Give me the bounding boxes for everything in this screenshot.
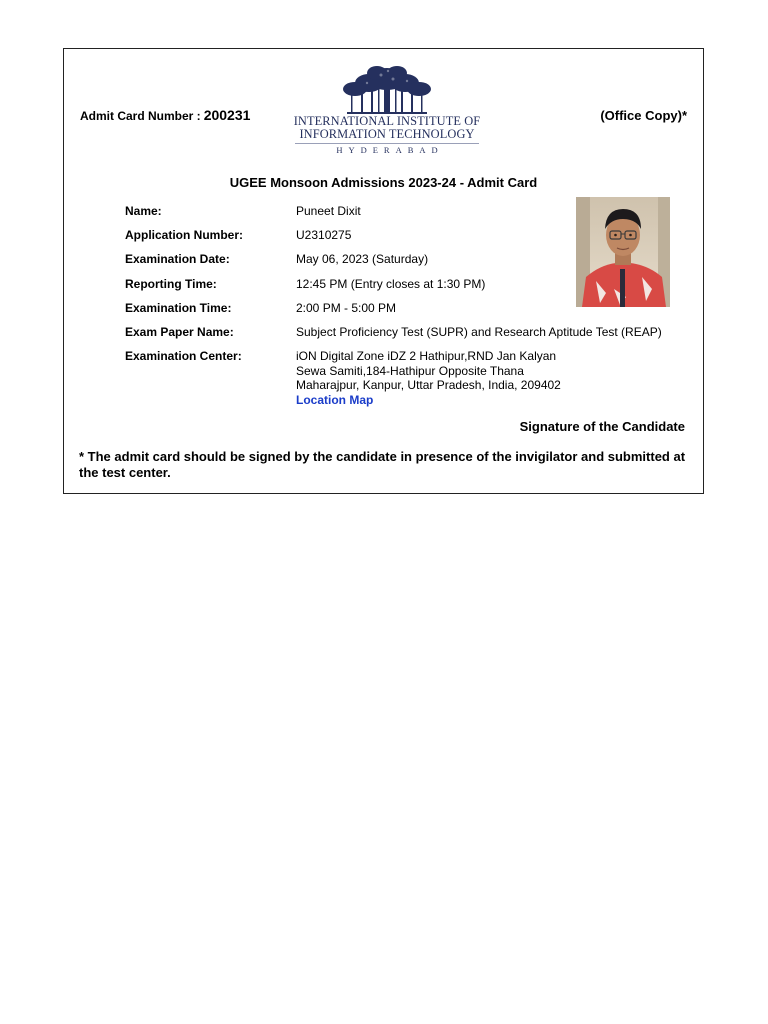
field-label: Examination Time: [125, 301, 232, 315]
candidate-photo [576, 197, 670, 307]
field-label: Examination Date: [125, 252, 230, 266]
field-value: Subject Proficiency Test (SUPR) and Research Aptitude Test (REAP) [296, 325, 662, 339]
signature-label: Signature of the Candidate [519, 419, 685, 434]
page-title: UGEE Monsoon Admissions 2023-24 - Admit Card [229, 175, 538, 190]
field-value: May 06, 2023 (Saturday) [296, 252, 429, 266]
admit-card-number-value: 200231 [203, 107, 251, 123]
address-line: Sewa Samiti,184-Hathipur Opposite Thana [296, 363, 524, 378]
field-label: Exam Paper Name: [125, 325, 234, 339]
field-value: Puneet Dixit [296, 204, 361, 218]
field-label: Reporting Time: [125, 277, 217, 291]
field-value: U2310275 [296, 228, 352, 242]
admit-card [63, 48, 704, 494]
field-value: 12:45 PM (Entry closes at 1:30 PM) [296, 277, 486, 291]
field-label: Examination Center: [125, 349, 242, 363]
location-map-link[interactable]: Location Map [296, 392, 374, 407]
logo-text-line3: HYDERABAD [336, 145, 444, 155]
logo-divider [295, 143, 479, 144]
address-line: iON Digital Zone iDZ 2 Hathipur,RND Jan Kalyan [296, 349, 557, 363]
field-label: Application Number: [125, 228, 244, 242]
footnote: * The admit card should be signed by the candidate in presence of the invigilator and submitted at the test center. [79, 449, 686, 480]
logo-text-line2: INFORMATION TECHNOLOGY [299, 127, 475, 141]
logo-text-line1: INTERNATIONAL INSTITUTE OF [293, 114, 481, 128]
admit-card-number-label: Admit Card Number : [80, 109, 201, 123]
office-copy-label: (Office Copy)* [600, 108, 687, 123]
address-line: Maharajpur, Kanpur, Uttar Pradesh, India, 209402 [296, 378, 561, 392]
exam-center-address [296, 349, 561, 407]
field-label: Name: [125, 204, 162, 218]
banyan-tree-icon [341, 65, 433, 115]
field-value: 2:00 PM - 5:00 PM [296, 301, 397, 315]
admit-card-number [80, 107, 250, 123]
institute-logo [292, 65, 482, 165]
